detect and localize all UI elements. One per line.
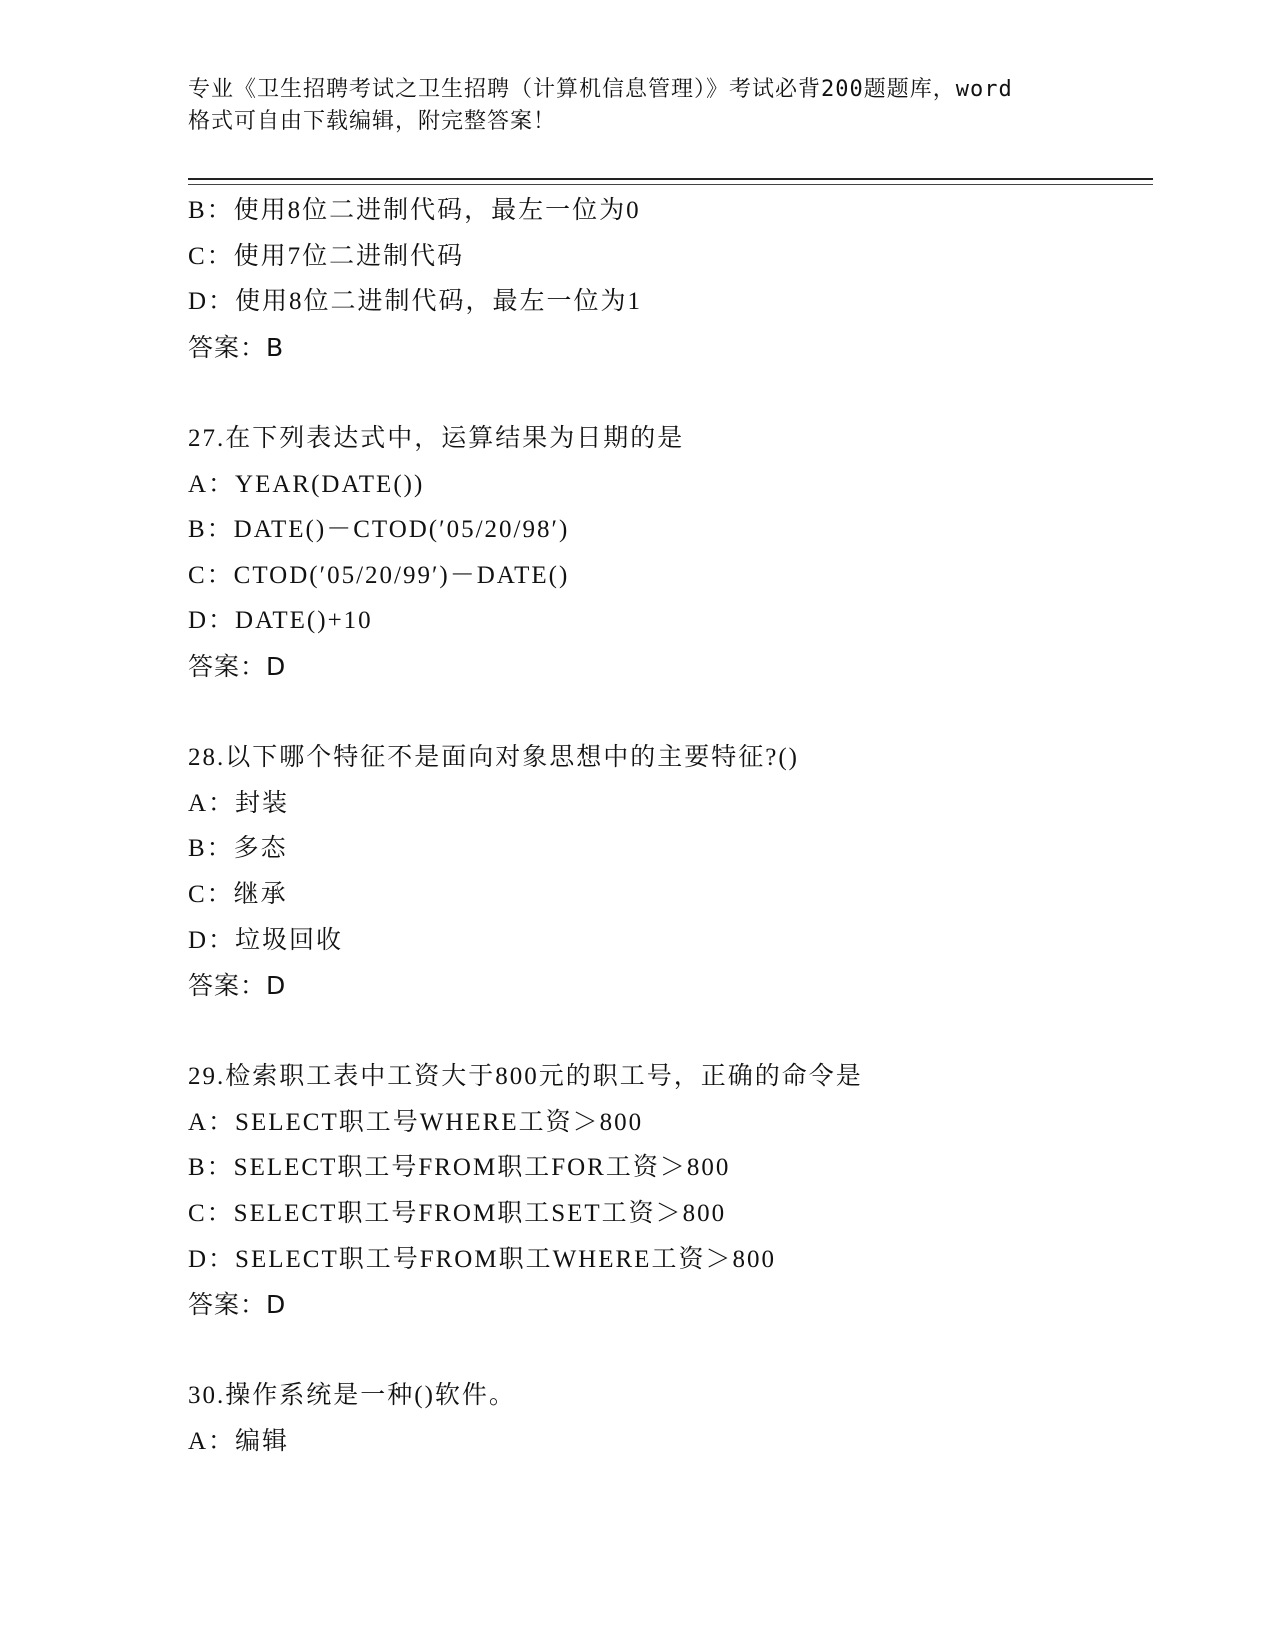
option-b: B：多态 [188,835,288,863]
option-d: D：SELECT职工号FROM职工WHERE工资＞800 [188,1245,776,1273]
answer: 答案：B [188,332,285,362]
option-d: D：DATE()+10 [188,607,373,635]
option-d: D：垃圾回收 [188,926,344,954]
header-divider-thin [188,184,1153,185]
question-text: 28.以下哪个特征不是面向对象思想中的主要特征?() [188,744,799,772]
question-27 [188,416,1148,690]
answer: 答案：D [188,651,287,681]
option-a: A：编辑 [188,1428,290,1456]
header-title-line-2: 格式可自由下载编辑，附完整答案！ [188,109,557,134]
spacer [188,1328,1148,1374]
question-28 [188,735,1148,1009]
question-26-tail [188,188,1148,370]
header-divider-thick [188,178,1153,180]
option-c: C：CTOD(′05/20/99′)－DATE() [188,561,570,589]
spacer [188,690,1148,736]
option-c: C：继承 [188,880,288,908]
option-a: A：SELECT职工号WHERE工资＞800 [188,1108,644,1136]
answer: 答案：D [188,971,287,1001]
option-c: C：SELECT职工号FROM职工SET工资＞800 [188,1200,727,1228]
option-d: D：使用8位二进制代码，最左一位为1 [188,288,643,316]
question-text: 27.在下列表达式中，运算结果为日期的是 [188,424,685,452]
option-b: B：使用8位二进制代码，最左一位为0 [188,197,641,224]
option-a: A：YEAR(DATE()) [188,470,425,498]
question-list [188,188,1148,1465]
option-a: A：封装 [188,789,290,817]
document-header [188,74,1088,138]
option-b: B：SELECT职工号FROM职工FOR工资＞800 [188,1154,731,1182]
spacer [188,1009,1148,1055]
answer: 答案：D [188,1290,287,1320]
question-29 [188,1054,1148,1328]
question-text: 30.操作系统是一种()软件。 [188,1382,516,1410]
option-c: C：使用7位二进制代码 [188,242,465,270]
header-title-line-1: 专业《卫生招聘考试之卫生招聘（计算机信息管理）》考试必背200题题库，word [188,77,1013,102]
question-30 [188,1373,1148,1464]
option-b: B：DATE()－CTOD(′05/20/98′) [188,516,570,544]
spacer [188,370,1148,416]
question-text: 29.检索职工表中工资大于800元的职工号，正确的命令是 [188,1063,863,1091]
